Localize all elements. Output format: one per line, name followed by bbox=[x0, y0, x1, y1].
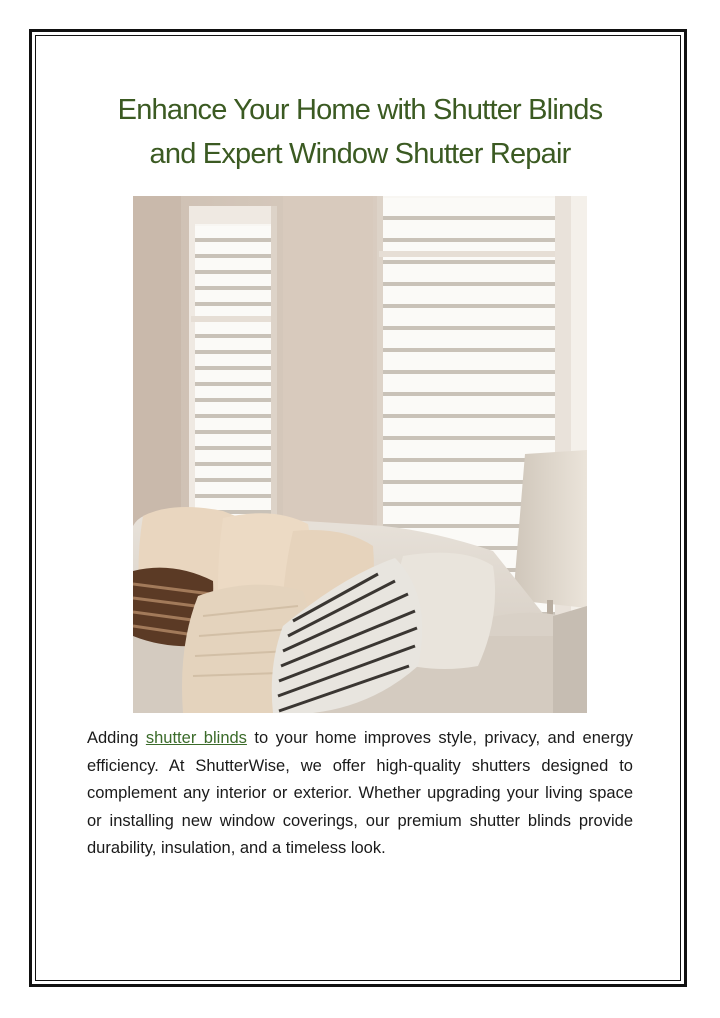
louver-shadow bbox=[195, 414, 271, 418]
louver-shadow bbox=[383, 370, 555, 374]
louver-slat bbox=[195, 322, 271, 334]
louver-slat bbox=[195, 242, 271, 254]
louver-slat bbox=[383, 396, 555, 414]
louver-shadow bbox=[195, 286, 271, 290]
louver-slat bbox=[195, 290, 271, 302]
louver-slat bbox=[195, 498, 271, 510]
louver-shadow bbox=[195, 478, 271, 482]
paragraph-lead: Adding bbox=[87, 729, 146, 747]
louver-shadow bbox=[383, 436, 555, 440]
left-window-louvers bbox=[195, 226, 271, 530]
paragraph-body: to your home improves style, privacy, and energy efficiency. At ShutterWise, we offer high-quality shutters designed to complement any interior or exterior. Whether upgrading your living space or installing new window coverings, our premium shutter blinds provide durability, insulation, and a timeless look. bbox=[87, 729, 634, 857]
louver-slat bbox=[383, 220, 555, 238]
louver-shadow bbox=[195, 382, 271, 386]
louver-slat bbox=[195, 258, 271, 270]
louver-shadow bbox=[383, 392, 555, 396]
louver-shadow bbox=[195, 366, 271, 370]
louver-slat bbox=[195, 482, 271, 494]
louver-slat bbox=[383, 308, 555, 326]
louver-shadow bbox=[195, 430, 271, 434]
louver-slat bbox=[195, 338, 271, 350]
louver-shadow bbox=[195, 254, 271, 258]
title-line-2: and Expert Window Shutter Repair bbox=[149, 138, 571, 170]
louver-slat bbox=[195, 466, 271, 478]
louver-shadow bbox=[195, 302, 271, 306]
louver-slat bbox=[195, 450, 271, 462]
louver-shadow bbox=[383, 260, 555, 264]
shutter-blinds-photo bbox=[133, 196, 587, 713]
louver-shadow bbox=[195, 398, 271, 402]
louver-shadow bbox=[195, 270, 271, 274]
louver-slat bbox=[383, 330, 555, 348]
louver-shadow bbox=[195, 334, 271, 338]
louver-shadow bbox=[383, 304, 555, 308]
document-title bbox=[60, 88, 660, 176]
shutter-blinds-link[interactable]: shutter blinds bbox=[145, 729, 247, 747]
louver-shadow bbox=[195, 446, 271, 450]
louver-shadow bbox=[383, 348, 555, 352]
intro-paragraph bbox=[87, 725, 633, 863]
louver-slat bbox=[195, 402, 271, 414]
louver-slat bbox=[383, 198, 555, 216]
louver-slat bbox=[195, 226, 271, 238]
louver-shadow bbox=[195, 462, 271, 466]
louver-shadow bbox=[383, 282, 555, 286]
louver-slat bbox=[383, 418, 555, 436]
louver-slat bbox=[383, 264, 555, 282]
louver-shadow bbox=[195, 238, 271, 242]
louver-slat bbox=[195, 418, 271, 430]
louver-slat bbox=[195, 354, 271, 366]
louver-slat bbox=[195, 274, 271, 286]
louver-slat bbox=[195, 370, 271, 382]
louver-shadow bbox=[383, 326, 555, 330]
louver-slat bbox=[383, 352, 555, 370]
louver-slat bbox=[195, 434, 271, 446]
louver-shadow bbox=[383, 216, 555, 220]
louver-slat bbox=[383, 374, 555, 392]
louver-shadow bbox=[195, 494, 271, 498]
louver-shadow bbox=[383, 414, 555, 418]
louver-shadow bbox=[383, 238, 555, 242]
louver-slat bbox=[383, 286, 555, 304]
louver-slat bbox=[195, 386, 271, 398]
louver-shadow bbox=[195, 350, 271, 354]
title-line-1: Enhance Your Home with Shutter Blinds bbox=[117, 94, 603, 126]
